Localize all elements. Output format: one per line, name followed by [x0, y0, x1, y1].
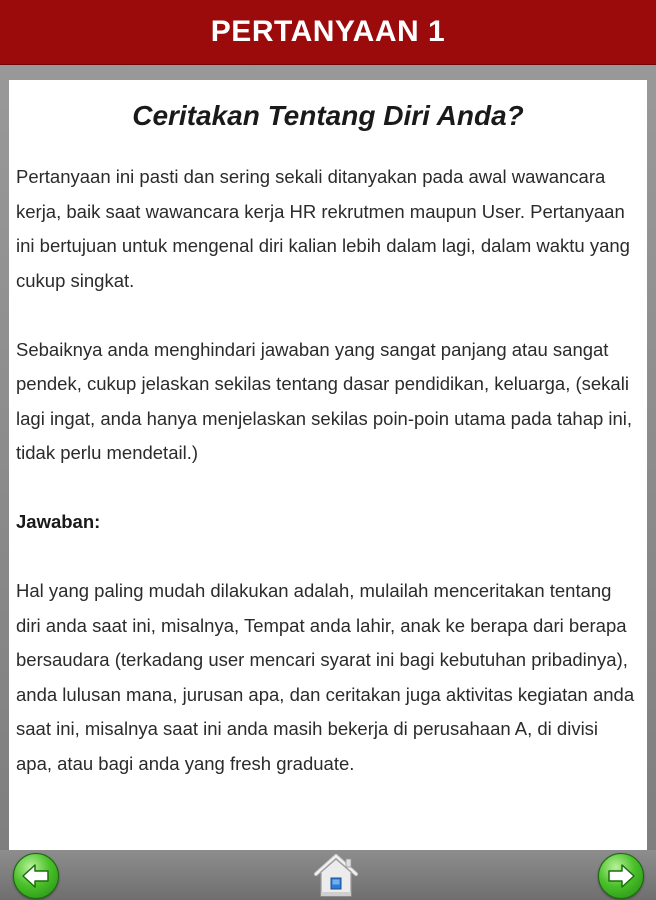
header-bar: [0, 0, 656, 65]
paragraph-advice: Sebaiknya anda menghindari jawaban yang sangat panjang atau sangat pendek, cukup jelaskan sekilas tentang dasar pendidikan, keluarga, (sekali lagi ingat, anda hanya menjelaskan sekilas poin-poin utama pada tahap ini, tidak perlu mendetail.): [16, 338, 633, 463]
arrow-right-icon: [599, 854, 643, 898]
answer-label: Jawaban:: [16, 511, 101, 532]
question-title: Ceritakan Tentang Diri Anda?: [132, 100, 524, 131]
home-icon: [312, 852, 360, 898]
home-button[interactable]: [312, 852, 360, 898]
arrow-left-icon: [14, 854, 58, 898]
content-panel[interactable]: [9, 80, 647, 850]
footer-nav-bar: [0, 850, 656, 900]
paragraph-intro: Pertanyaan ini pasti dan sering sekali ditanyakan pada awal wawancara kerja, baik saat wawancara kerja HR rekrutmen maupun User. Pertanyaan ini bertujuan untuk mengenal diri kalian lebih dalam lagi, dalam waktu yang cukup singkat.: [16, 166, 630, 291]
prev-button[interactable]: [13, 853, 59, 899]
page-title: PERTANYAAN 1: [210, 15, 446, 48]
next-button[interactable]: [598, 853, 644, 899]
paragraph-answer: Hal yang paling mudah dilakukan adalah, mulailah menceritakan tentang diri anda saat ini, misalnya, Tempat anda lahir, anak ke berapa dari berapa bersaudara (terkadang user mencari syarat ini bagi kebutuhan pribadinya), anda lulusan mana, jurusan apa, dan ceritakan juga aktivitas kegiatan anda saat ini, misalnya saat ini anda masih bekerja di perusahaan A, di divisi apa, atau bagi anda yang fresh graduate.: [16, 580, 635, 774]
question-body: [16, 160, 638, 816]
